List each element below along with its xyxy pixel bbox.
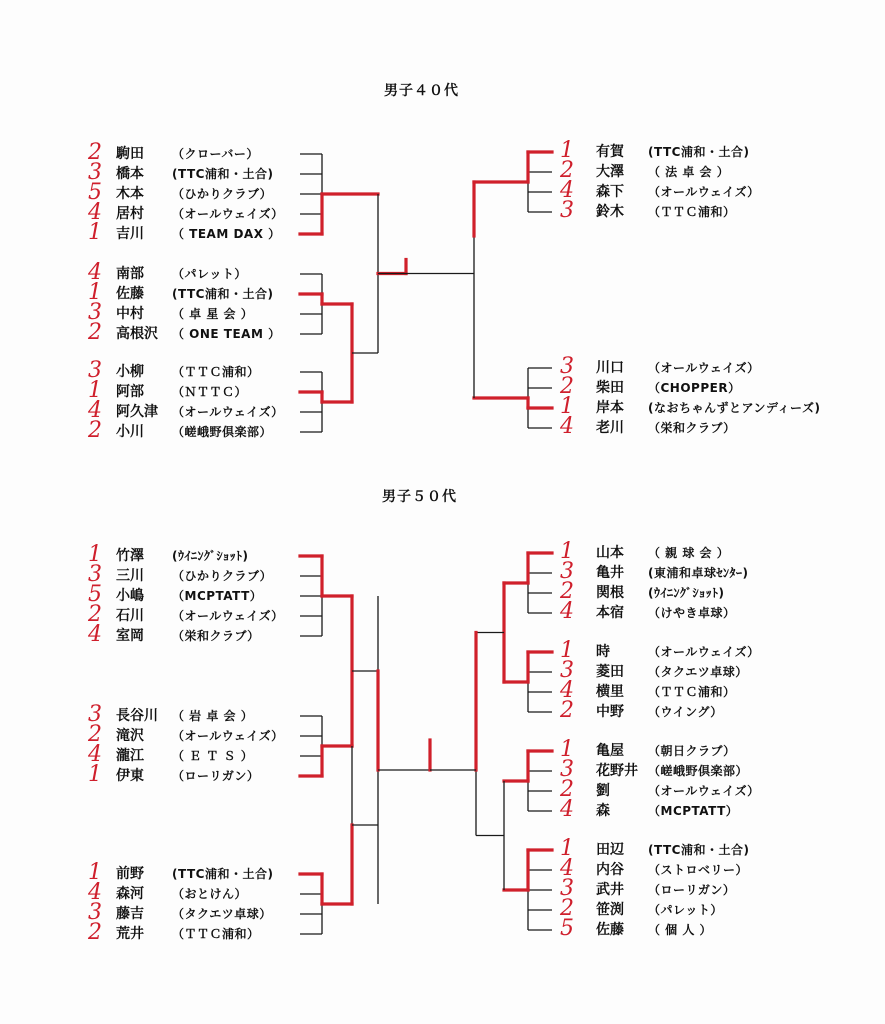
placement-mark: 4	[560, 797, 574, 822]
player-name: 駒田	[116, 146, 144, 162]
placement-mark: 2	[560, 777, 574, 802]
player-name: 有賀	[596, 144, 624, 160]
club-name: （クローバー）	[172, 147, 259, 161]
club-name: （ＴＴＣ浦和）	[172, 365, 260, 379]
club-name: (東浦和卓球ｾﾝﾀｰ)	[648, 566, 749, 580]
player-name: 荒井	[116, 926, 144, 942]
placement-mark: 3	[560, 757, 574, 782]
club-name: （栄和クラブ）	[172, 629, 260, 643]
club-name: (ｳｲﾆﾝｸﾞｼｮｯﾄ)	[172, 549, 249, 563]
player-name: 佐藤	[596, 922, 624, 938]
player-name: 中野	[596, 704, 624, 720]
player-name: 小柳	[116, 364, 144, 380]
player-name: 中村	[116, 306, 144, 322]
placement-mark: 2	[560, 158, 574, 183]
placement-mark: 3	[560, 559, 574, 584]
club-name: （パレット）	[648, 903, 723, 917]
placement-mark: 3	[88, 358, 102, 383]
player-name: 瀧江	[116, 748, 144, 764]
player-name: 吉川	[116, 226, 144, 242]
player-name: 花野井	[596, 763, 638, 779]
player-name: 横里	[596, 684, 624, 700]
player-name: 森河	[116, 886, 144, 902]
club-name: （オールウェイズ）	[172, 729, 284, 743]
placement-mark: 3	[560, 354, 574, 379]
section-title-50s: 男子５０代	[382, 489, 457, 505]
club-name: （パレット）	[172, 267, 247, 281]
placement-mark: 2	[560, 896, 574, 921]
club-name: （タクエツ卓球）	[172, 907, 272, 921]
placement-mark: 5	[88, 582, 102, 607]
player-name: 亀井	[596, 565, 624, 581]
placement-mark: 1	[560, 737, 574, 762]
player-name: 川口	[596, 360, 624, 376]
club-name: (TTC浦和・土合)	[172, 287, 274, 301]
player-name: 藤吉	[116, 906, 144, 922]
placement-mark: 1	[560, 836, 574, 861]
placement-mark: 1	[88, 280, 102, 305]
club-name: （ＴＴＣ浦和）	[648, 685, 736, 699]
placement-mark: 4	[560, 178, 574, 203]
club-name: (TTC浦和・土合)	[172, 167, 274, 181]
club-name: （ 法 卓 会 ）	[648, 165, 730, 179]
player-name: 菱田	[596, 664, 624, 680]
club-name: （MCPTATT）	[648, 804, 739, 818]
placement-mark: 1	[88, 378, 102, 403]
placement-mark: 2	[88, 920, 102, 945]
club-name: （ ONE TEAM ）	[172, 327, 281, 341]
player-name: 長谷川	[116, 708, 158, 724]
placement-mark: 2	[88, 722, 102, 747]
player-name: 橋本	[116, 166, 144, 182]
player-name: 南部	[116, 266, 144, 282]
club-name: （ＮＴＴＣ）	[172, 385, 248, 399]
player-name: 岸本	[596, 400, 624, 416]
club-name: (なおちゃんずとアンディーズ)	[648, 401, 821, 415]
placement-mark: 5	[88, 180, 102, 205]
player-name: 阿久津	[116, 404, 158, 420]
placement-mark: 4	[560, 856, 574, 881]
placement-mark: 2	[560, 698, 574, 723]
player-name: 大澤	[596, 164, 624, 180]
club-name: (ｳｲﾆﾝｸﾞｼｮｯﾄ)	[648, 586, 725, 600]
placement-mark: 1	[88, 762, 102, 787]
placement-mark: 4	[88, 742, 102, 767]
player-name: 山本	[596, 545, 624, 561]
placement-mark: 4	[88, 398, 102, 423]
player-name: 佐藤	[116, 286, 144, 302]
placement-mark: 2	[88, 602, 102, 627]
player-name: 田辺	[596, 842, 624, 858]
player-name: 亀屋	[596, 743, 624, 759]
club-name: （オールウェイズ）	[172, 207, 284, 221]
player-name: 武井	[596, 882, 624, 898]
club-name: （ひかりクラブ）	[172, 187, 273, 201]
club-name: （ひかりクラブ）	[172, 569, 273, 583]
club-name: （オールウェイズ）	[648, 645, 760, 659]
club-name: （ウイング）	[648, 705, 723, 719]
club-name: （オールウェイズ）	[648, 185, 760, 199]
club-name: （オールウェイズ）	[648, 361, 760, 375]
player-name: 滝沢	[116, 728, 144, 744]
player-name: 居村	[116, 206, 144, 222]
placement-mark: 4	[88, 200, 102, 225]
placement-mark: 4	[560, 599, 574, 624]
player-name: 本宿	[596, 605, 624, 621]
club-name: （ 親 球 会 ）	[648, 546, 730, 560]
player-name: 木本	[116, 186, 144, 202]
placement-mark: 1	[88, 542, 102, 567]
club-name: （オールウェイズ）	[648, 784, 760, 798]
player-name: 森	[596, 803, 610, 819]
player-name: 笹渕	[596, 902, 624, 918]
placement-mark: 3	[88, 160, 102, 185]
placement-mark: 4	[560, 414, 574, 439]
placement-mark: 1	[88, 860, 102, 885]
placement-mark: 1	[560, 539, 574, 564]
player-name: 小川	[116, 424, 144, 440]
club-name: （CHOPPER）	[648, 381, 741, 395]
club-name: (TTC浦和・土合)	[648, 843, 750, 857]
placement-mark: 5	[560, 916, 574, 941]
placement-mark: 2	[560, 374, 574, 399]
club-name: （嵯峨野倶楽部）	[648, 764, 749, 778]
player-name: 老川	[596, 420, 624, 436]
club-name: （ストロベリー）	[648, 863, 749, 877]
placement-mark: 3	[88, 900, 102, 925]
placement-mark: 3	[88, 562, 102, 587]
club-name: （おとけん）	[172, 887, 248, 901]
club-name: （朝日クラブ）	[648, 744, 736, 758]
section-title-40s: 男子４０代	[384, 83, 459, 99]
placement-mark: 3	[560, 658, 574, 683]
player-name: 竹澤	[116, 548, 144, 564]
placement-mark: 4	[560, 678, 574, 703]
club-name: （ＴＴＣ浦和）	[172, 927, 260, 941]
player-name: 前野	[116, 866, 144, 882]
placement-mark: 4	[88, 622, 102, 647]
player-name: 劉	[596, 783, 610, 799]
player-name: 小嶋	[116, 588, 144, 604]
placement-mark: 3	[560, 198, 574, 223]
player-name: 伊東	[116, 768, 144, 784]
club-name: （タクエツ卓球）	[648, 665, 748, 679]
club-name: （オールウェイズ）	[172, 405, 284, 419]
player-name: 石川	[116, 608, 144, 624]
club-name: （ 岩 卓 会 ）	[172, 709, 254, 723]
player-name: 室岡	[116, 628, 144, 644]
player-name: 阿部	[116, 384, 144, 400]
placement-mark: 2	[560, 579, 574, 604]
placement-mark: 3	[560, 876, 574, 901]
placement-mark: 1	[560, 638, 574, 663]
player-name: 柴田	[596, 380, 624, 396]
player-name: 森下	[596, 184, 624, 200]
club-name: （栄和クラブ）	[648, 421, 736, 435]
club-name: （ Ｅ Ｔ Ｓ ）	[172, 749, 254, 763]
club-name: (TTC浦和・土合)	[172, 867, 274, 881]
player-name: 内谷	[596, 862, 624, 878]
player-name: 三川	[116, 568, 144, 584]
club-name: （ 卓 星 会 ）	[172, 307, 254, 321]
placement-mark: 3	[88, 702, 102, 727]
placement-mark: 1	[88, 220, 102, 245]
placement-mark: 2	[88, 320, 102, 345]
placement-mark: 4	[88, 260, 102, 285]
placement-mark: 1	[560, 138, 574, 163]
placement-mark: 2	[88, 140, 102, 165]
placement-mark: 3	[88, 300, 102, 325]
player-name: 鈴木	[596, 204, 624, 220]
club-name: （MCPTATT）	[172, 589, 263, 603]
placement-mark: 2	[88, 418, 102, 443]
club-name: （オールウェイズ）	[172, 609, 284, 623]
player-name: 高根沢	[116, 326, 158, 342]
club-name: （ 個 人 ）	[648, 923, 713, 937]
club-name: （けやき卓球）	[648, 606, 736, 620]
club-name: （ＴＴＣ浦和）	[648, 205, 736, 219]
club-name: （ TEAM DAX ）	[172, 227, 281, 241]
club-name: （ローリガン）	[648, 883, 736, 897]
club-name: （嵯峨野倶楽部）	[172, 425, 273, 439]
player-name: 時	[596, 644, 610, 660]
placement-mark: 1	[560, 394, 574, 419]
player-name: 関根	[596, 585, 624, 601]
club-name: （ローリガン）	[172, 769, 260, 783]
club-name: (TTC浦和・土合)	[648, 145, 750, 159]
placement-mark: 4	[88, 880, 102, 905]
